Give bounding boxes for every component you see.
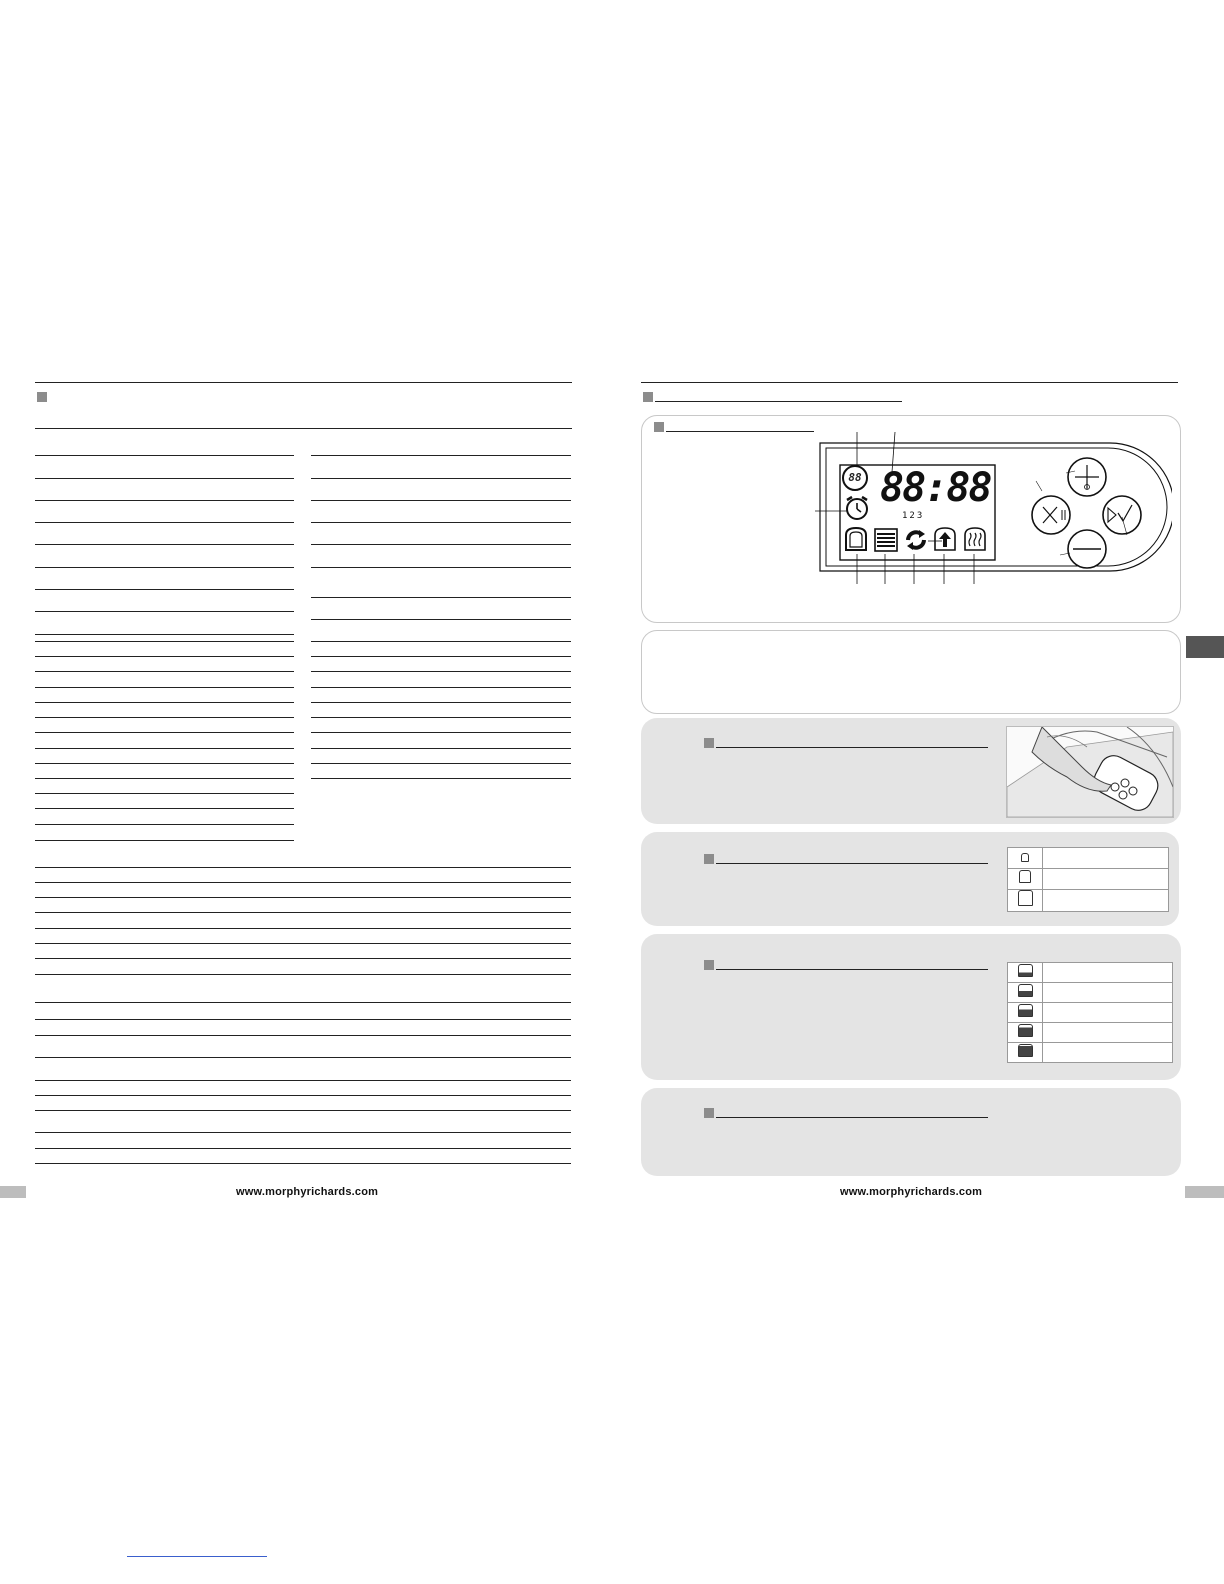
step-1-marker [704,738,714,748]
right-section-title-rule [655,401,902,402]
crust-medium-icon [1008,1003,1043,1023]
section-side-tab [1186,636,1224,658]
left-page-number-tab [0,1186,26,1198]
right-footer-url[interactable]: www.morphyrichards.com [840,1186,983,1198]
hand-pressing-button-photo [1006,726,1174,818]
program-digits: 88 [848,471,862,484]
loaf-size-table [1007,847,1169,912]
right-header-rule [641,382,1178,383]
table-row [1008,1023,1173,1043]
table-row [1008,1003,1173,1023]
right-page-number-tab [1185,1186,1224,1198]
left-section-marker [37,392,47,402]
step-panel-4 [641,1088,1181,1176]
table-row [1008,1043,1173,1063]
table-row [1008,848,1169,869]
step-3-marker [704,960,714,970]
plus-button-icon[interactable] [1068,458,1106,496]
crust-dark-icon [1008,1043,1043,1063]
hyperlink-underline[interactable] [127,1556,267,1557]
step-2-rule [716,863,988,864]
crust-shade-table [1007,962,1173,1063]
sub-digits: 123 [902,511,925,521]
medium-loaf-icon [1008,869,1043,890]
left-footer-url[interactable]: www.morphyrichards.com [236,1186,379,1198]
info-box [641,630,1181,714]
step-2-marker [704,854,714,864]
crust-medium-dark-icon [1008,1023,1043,1043]
crust-light-icon [1008,963,1043,983]
large-loaf-icon [1008,890,1043,912]
minus-button-icon[interactable] [1068,530,1106,568]
step-3-rule [716,969,988,970]
photo-illustration [1007,727,1173,817]
small-loaf-icon [1008,848,1043,869]
table-row [1008,890,1169,912]
step-1-rule [716,747,988,748]
control-buttons-cluster [1028,455,1148,585]
left-header-rule [35,382,572,383]
callout-leader-lines [810,432,1040,584]
time-digits: 88:88 [880,465,991,511]
table-row [1008,869,1169,890]
crust-light-medium-icon [1008,983,1043,1003]
step-4-rule [716,1117,988,1118]
step-4-marker [704,1108,714,1118]
left-title-rule [35,428,572,429]
table-row [1008,983,1173,1003]
start-confirm-button-icon[interactable] [1103,496,1141,534]
table-row [1008,963,1173,983]
diagram-heading-rule [666,431,814,432]
diagram-heading-marker [654,422,664,432]
right-section-marker [643,392,653,402]
